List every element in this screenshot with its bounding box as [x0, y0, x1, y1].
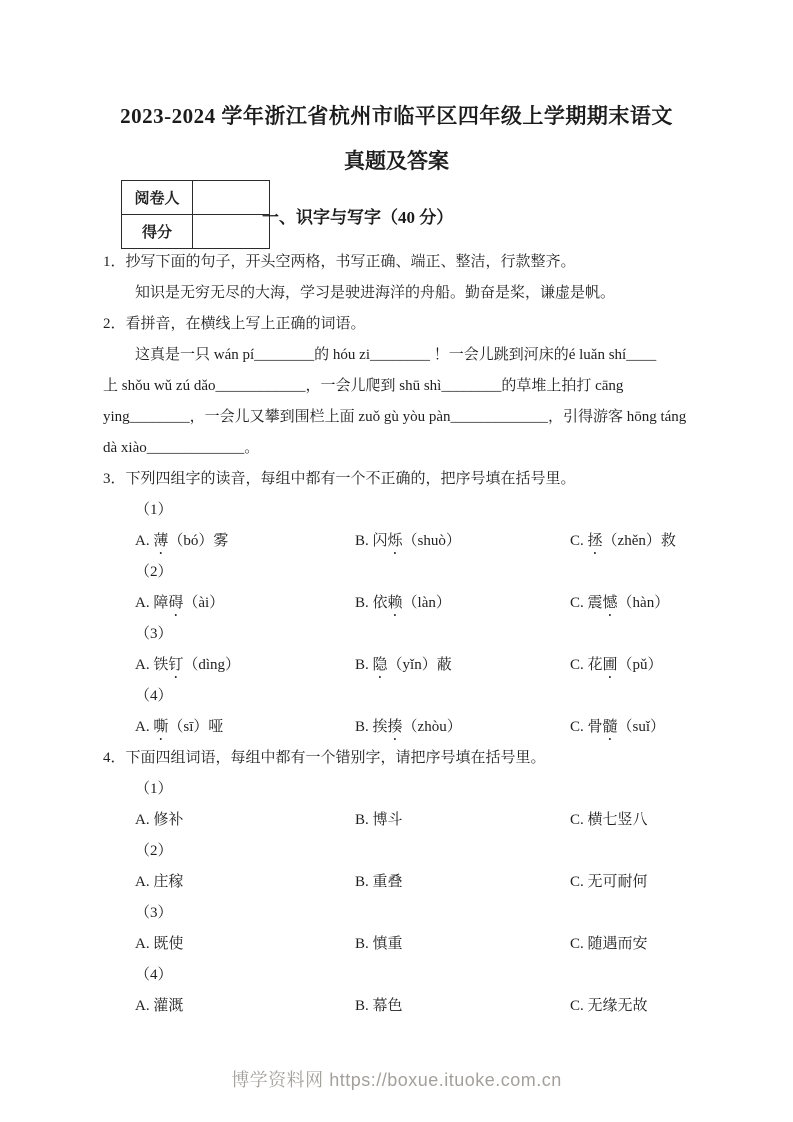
watermark-footer: 博学资料网 https://boxue.ituoke.com.cn — [231, 1070, 562, 1090]
option: B. 闪烁（shuò） — [355, 533, 461, 549]
question4-group4-options — [103, 991, 693, 1022]
score-value-cell — [193, 215, 270, 249]
option: B. 重叠 — [355, 874, 403, 890]
question4-group2-options — [103, 867, 693, 898]
question4-stem: 4．下面四组词语，每组中都有一个错别字，请把序号填在括号里。 — [103, 750, 546, 766]
option: B. 挨揍（zhòu） — [355, 719, 462, 735]
question3-group4-options — [103, 712, 693, 743]
question3-group2-options — [103, 588, 693, 619]
exam-content — [103, 247, 693, 1022]
option: B. 慎重 — [355, 936, 403, 952]
question3-group4-number: （4） — [135, 688, 173, 704]
option: B. 幕色 — [355, 998, 403, 1014]
score-table-row-score — [122, 215, 270, 249]
question4-group4-number: （4） — [135, 967, 173, 983]
question1-sentence: 知识是无穷无尽的大海，学习是驶进海洋的舟船。勤奋是桨，谦虚是帆。 — [135, 285, 616, 301]
option: C. 无可耐何 — [570, 874, 648, 890]
option: A. 修补 — [135, 812, 184, 828]
option: A. 既使 — [135, 936, 184, 952]
question4-group1-number: （1） — [135, 781, 173, 797]
option: B. 依赖（làn） — [355, 595, 451, 611]
question4-group3-options — [103, 929, 693, 960]
document-title-line1: 2023-2024 学年浙江省杭州市临平区四年级上学期期末语文 — [120, 104, 673, 128]
option: A. 嘶（sī）哑 — [135, 719, 224, 735]
question2-line4: dà xiào_____________。 — [103, 440, 260, 456]
document-title-line2: 真题及答案 — [344, 149, 449, 173]
option: A. 障碍（ài） — [135, 595, 225, 611]
score-table — [121, 180, 270, 249]
question2-line2: 上 shǒu wǔ zú dǎo____________，一会儿爬到 shū shì________的草堆上拍打 cāng — [103, 378, 624, 394]
question1-stem: 1．抄写下面的句子，开头空两格，书写正确、端正、整洁，行款整齐。 — [103, 254, 576, 270]
question3-stem: 3．下列四组字的读音，每组中都有一个不正确的，把序号填在括号里。 — [103, 471, 576, 487]
question2-line1: 这真是一只 wán pí________的 hóu zi________ ！一会儿跳到河床的é luǎn shí____ — [135, 347, 657, 363]
question4-group2-number: （2） — [135, 843, 173, 859]
question3-group3-options — [103, 650, 693, 681]
grader-label-cell: 阅卷人 — [122, 181, 193, 215]
question3-group1-options — [103, 526, 693, 557]
option: C. 随遇而安 — [570, 936, 648, 952]
score-table-row-grader — [122, 181, 270, 215]
option: C. 花圃（pǔ） — [570, 657, 663, 673]
score-label-cell: 得分 — [122, 215, 193, 249]
option: C. 骨髓（suǐ） — [570, 719, 666, 735]
question2-stem: 2．看拼音，在横线上写上正确的词语。 — [103, 316, 366, 332]
question3-group1-number: （1） — [135, 502, 173, 518]
question3-group3-number: （3） — [135, 626, 173, 642]
option: A. 薄（bó）雾 — [135, 533, 229, 549]
option: C. 拯（zhěn）救 — [570, 533, 676, 549]
option: B. 隐（yǐn）蔽 — [355, 657, 452, 673]
option: A. 庄稼 — [135, 874, 184, 890]
grader-value-cell — [193, 181, 270, 215]
question4-group3-number: （3） — [135, 905, 173, 921]
option: C. 无缘无故 — [570, 998, 648, 1014]
option: A. 铁钉（dìng） — [135, 657, 241, 673]
question4-group1-options — [103, 805, 693, 836]
question2-line3: ying________，一会儿又攀到围栏上面 zuǒ gù yòu pàn_____________，引得游客 hōng táng — [103, 409, 687, 425]
section-heading: 一、识字与写字（40 分） — [262, 208, 454, 227]
option: C. 横七竖八 — [570, 812, 648, 828]
option: A. 灌溉 — [135, 998, 184, 1014]
option: B. 博斗 — [355, 812, 403, 828]
option: C. 震憾（hàn） — [570, 595, 670, 611]
question3-group2-number: （2） — [135, 564, 173, 580]
